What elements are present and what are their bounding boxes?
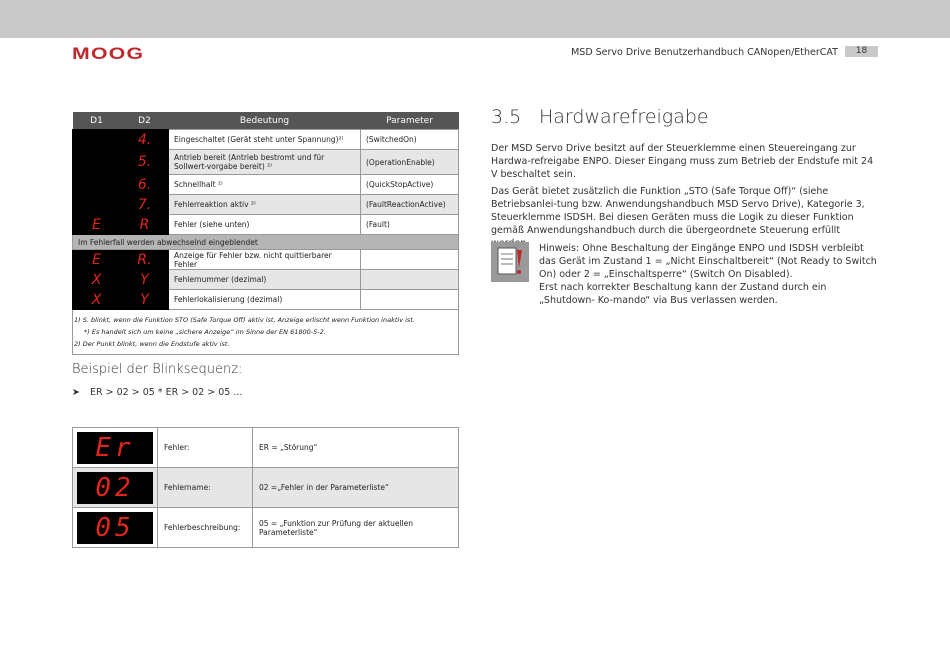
value-cell: ER = „Störung“ — [253, 428, 459, 468]
page-number: 18 — [845, 46, 878, 57]
table-row — [73, 150, 459, 175]
d2-cell: Y — [121, 290, 169, 310]
d1-cell: X — [73, 270, 121, 290]
table-row — [73, 290, 459, 310]
param-cell — [361, 290, 459, 310]
moog-logo: MOOG — [72, 44, 145, 63]
display-cell — [73, 428, 158, 468]
label-cell: Fehler: — [158, 428, 253, 468]
table-row — [73, 468, 459, 508]
d1-cell — [73, 150, 121, 175]
section-title: Hardwarefreigabe — [539, 106, 709, 128]
status-table — [72, 112, 459, 355]
desc-cell: Antrieb bereit (Antrieb bestromt und für Sollwert-vorgabe bereit) ²⁾ — [169, 150, 361, 175]
display-cell — [73, 508, 158, 548]
d2-cell: 4. — [121, 130, 169, 150]
d2-cell: 7. — [121, 195, 169, 215]
d1-cell: E — [73, 250, 121, 270]
param-cell: (QuickStopActive) — [361, 175, 459, 195]
d1-cell — [73, 130, 121, 150]
notes-row — [73, 310, 459, 355]
param-cell: (Fault) — [361, 215, 459, 235]
footnotes — [73, 310, 459, 355]
top-bar — [0, 0, 950, 38]
arrow-bullet-icon: ➤ — [72, 387, 80, 398]
col-d2: D2 — [121, 112, 169, 130]
desc-cell: Fehlerlokalisierung (dezimal) — [169, 290, 361, 310]
col-bedeutung: Bedeutung — [169, 112, 361, 130]
band-text: Im Fehlerfall werden abwechselnd eingeblendet — [73, 235, 459, 250]
note-text — [539, 242, 879, 307]
display-cell — [73, 468, 158, 508]
d1-cell: E — [73, 215, 121, 235]
example-table — [72, 427, 459, 548]
table-row — [73, 428, 459, 468]
table-row — [73, 215, 459, 235]
d2-cell: R. — [121, 250, 169, 270]
desc-cell: Fehlernummer (dezimal) — [169, 270, 361, 290]
note-paragraph-2: Erst nach korrekter Beschaltung kann der Zustand durch ein „Shutdown- Ko-mando“ via Bus verlassen werden. — [539, 282, 827, 306]
seven-segment-display: 02 — [77, 472, 153, 504]
note-icon — [491, 242, 529, 282]
param-cell: (FaultReactionActive) — [361, 195, 459, 215]
d2-cell: 6. — [121, 175, 169, 195]
d1-cell — [73, 175, 121, 195]
desc-cell: Fehlerreaktion aktiv ²⁾ — [169, 195, 361, 215]
label-cell: Fehlername: — [158, 468, 253, 508]
param-cell: (OperationEnable) — [361, 150, 459, 175]
d1-cell — [73, 195, 121, 215]
band-row — [73, 235, 459, 250]
note-paragraph: Hinweis: Ohne Beschaltung der Eingänge ENPO und ISDSH verbleibt das Gerät im Zustand 1 = „Nicht Einschaltbereit“ (Not Ready to Switch On) oder 2 = „Einschaltsperre“ (Switch On Disabled). — [539, 243, 877, 280]
table-row — [73, 270, 459, 290]
table-row — [73, 195, 459, 215]
table-row — [73, 508, 459, 548]
footnote-2: 2) Der Punkt blinkt, wenn die Endstufe aktiv ist. — [74, 340, 230, 348]
param-cell: (SwitchedOn) — [361, 130, 459, 150]
footnote-1b: *) Es handelt sich um keine „sichere Anzeige“ im Sinne der EN 61800-5-2. — [84, 328, 326, 336]
desc-cell: Eingeschaltet (Gerät steht unter Spannung)²⁾ — [169, 130, 361, 150]
col-parameter: Parameter — [361, 112, 459, 130]
sequence-text: ER > 02 > 05 * ER > 02 > 05 ... — [90, 387, 243, 398]
col-d1: D1 — [73, 112, 121, 130]
table-row — [73, 175, 459, 195]
table-row — [73, 250, 459, 270]
seven-segment-display: Er — [77, 432, 153, 464]
d2-cell: R — [121, 215, 169, 235]
footnote-1: 1) S. blinkt, wenn die Funktion STO (Safe Torque Off) aktiv ist, Anzeige erlischt wenn Funktion inaktiv ist. — [74, 316, 415, 324]
paragraph-1: Der MSD Servo Drive besitzt auf der Steuerklemme einen Steuereingang zur Hardwa-refreigabe ENPO. Dieser Eingang muss zum Betrieb der Endstufe mit 24 V beschaltet sein. — [491, 143, 874, 180]
beispiel-heading: Beispiel der Blinksequenz: — [72, 362, 243, 377]
d2-cell: 5. — [121, 150, 169, 175]
param-cell — [361, 270, 459, 290]
value-cell: 02 =„Fehler in der Parameterliste“ — [253, 468, 459, 508]
seven-segment-display: 05 — [77, 512, 153, 544]
table-header — [73, 112, 459, 130]
desc-cell: Anzeige für Fehler bzw. nicht quittierbarer Fehler — [169, 250, 361, 270]
blink-sequence — [72, 387, 242, 398]
desc-cell: Schnellhalt ²⁾ — [169, 175, 361, 195]
d2-cell: Y — [121, 270, 169, 290]
desc-cell: Fehler (siehe unten) — [169, 215, 361, 235]
label-cell: Fehlerbeschreibung: — [158, 508, 253, 548]
value-cell: 05 = „Funktion zur Prüfung der aktuellen Parameterliste“ — [253, 508, 459, 548]
table-row — [73, 130, 459, 150]
paragraph-2: Das Gerät bietet zusätzlich die Funktion „STO (Safe Torque Off)“ (siehe Betriebsanlei-tung bzw. Anwendungshandbuch MSD Servo Drive), Kategorie 3, Steuerklemme ISDSH. Bei diesen Geräten muss die Logik zu dieser Funktion gemäß Anwendungshandbuch durch die übergeordnete Steuerung erfüllt — [491, 186, 865, 236]
document-title: MSD Servo Drive Benutzerhandbuch CANopen/EtherCAT — [571, 47, 838, 58]
param-cell — [361, 250, 459, 270]
section-number: 3.5 — [491, 106, 522, 128]
d1-cell: X — [73, 290, 121, 310]
